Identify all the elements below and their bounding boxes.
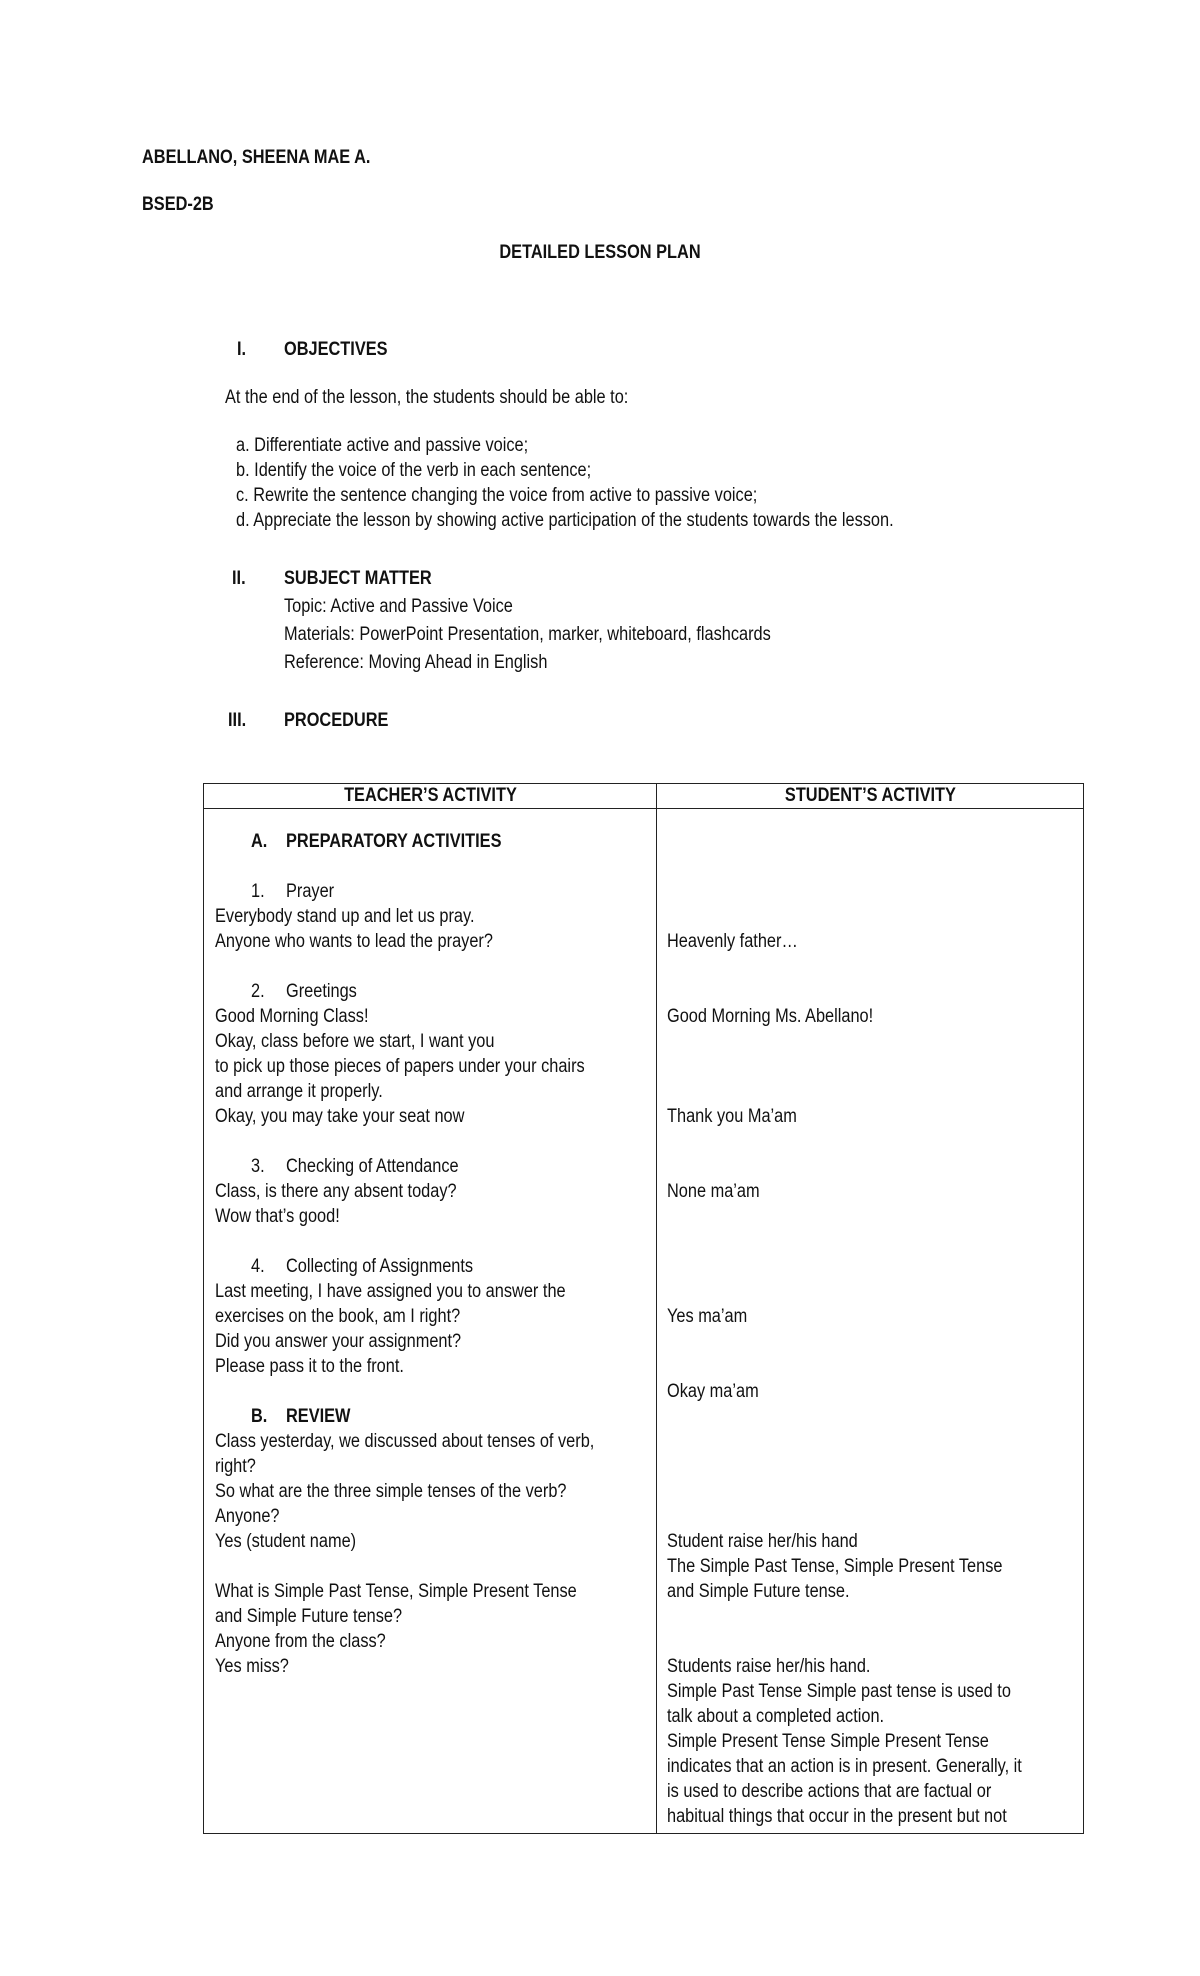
assignments-title: Collecting of Assignments (286, 1256, 474, 1277)
student-line: Simple Past Tense Simple past tense is used to (667, 1681, 1011, 1702)
teacher-activity-cell (204, 809, 657, 1834)
student-line: habitual things that occur in the present but not (667, 1806, 1007, 1827)
teacher-line: Anyone who wants to lead the prayer? (215, 931, 493, 952)
student-line: Good Morning Ms. Abellano! (667, 1006, 874, 1027)
teacher-line: right? (215, 1456, 256, 1477)
prayer-number: 1. (251, 881, 265, 902)
procedure-numeral: III. (228, 710, 247, 731)
section-b-title: REVIEW (286, 1406, 351, 1427)
teacher-line: and arrange it properly. (215, 1081, 383, 1102)
student-line: Students raise her/his hand. (667, 1656, 871, 1677)
objective-item-d: d. Appreciate the lesson by showing active participation of the students towards the lesson. (236, 510, 894, 531)
section-b-letter: B. (251, 1406, 268, 1427)
subject-matter-numeral: II. (232, 568, 246, 589)
student-line: Student raise her/his hand (667, 1531, 858, 1552)
objective-item-a: a. Differentiate active and passive voice; (236, 435, 529, 456)
student-activity-header (657, 784, 1084, 809)
teacher-line: So what are the three simple tenses of the verb? (215, 1481, 567, 1502)
table-row (204, 809, 1084, 1834)
student-name: ABELLANO, SHEENA MAE A. (142, 147, 371, 168)
attendance-title: Checking of Attendance (286, 1156, 459, 1177)
teacher-line: Did you answer your assignment? (215, 1331, 462, 1352)
teacher-line: Last meeting, I have assigned you to answer the (215, 1281, 566, 1302)
greetings-number: 2. (251, 981, 265, 1002)
teacher-line: and Simple Future tense? (215, 1606, 403, 1627)
student-line: None ma’am (667, 1181, 760, 1202)
objectives-heading: OBJECTIVES (284, 339, 388, 360)
student-section: BSED-2B (142, 194, 214, 215)
subject-matter-heading: SUBJECT MATTER (284, 568, 432, 589)
teacher-line: exercises on the book, am I right? (215, 1306, 461, 1327)
teacher-line: to pick up those pieces of papers under your chairs (215, 1056, 585, 1077)
table-header-row (204, 784, 1084, 809)
student-line: Okay ma’am (667, 1381, 759, 1402)
teacher-line: Anyone from the class? (215, 1631, 386, 1652)
greetings-title: Greetings (286, 981, 357, 1002)
student-line: talk about a completed action. (667, 1706, 885, 1727)
teacher-line: What is Simple Past Tense, Simple Present Tense (215, 1581, 577, 1602)
teacher-line: Anyone? (215, 1506, 280, 1527)
objective-item-b: b. Identify the voice of the verb in each sentence; (236, 460, 592, 481)
procedure-table (203, 783, 1084, 1834)
subject-materials: Materials: PowerPoint Presentation, marker, whiteboard, flashcards (284, 624, 771, 645)
objectives-numeral: I. (237, 339, 247, 360)
teacher-line: Everybody stand up and let us pray. (215, 906, 475, 927)
assignments-number: 4. (251, 1256, 265, 1277)
student-line: indicates that an action is in present. Generally, it (667, 1756, 1022, 1777)
subject-reference: Reference: Moving Ahead in English (284, 652, 548, 673)
student-line: Simple Present Tense Simple Present Tense (667, 1731, 989, 1752)
objective-item-c: c. Rewrite the sentence changing the voice from active to passive voice; (236, 485, 758, 506)
student-line: Heavenly father… (667, 931, 798, 952)
teacher-activity-header (204, 784, 657, 809)
student-activity-cell (657, 809, 1084, 1834)
prayer-title: Prayer (286, 881, 335, 902)
teacher-line: Yes (student name) (215, 1531, 357, 1552)
section-a-title: PREPARATORY ACTIVITIES (286, 831, 502, 852)
teacher-line: Good Morning Class! (215, 1006, 369, 1027)
document-title: DETAILED LESSON PLAN (499, 242, 701, 263)
student-activity-header-label: STUDENT’S ACTIVITY (784, 785, 956, 806)
teacher-line: Class yesterday, we discussed about tenses of verb, (215, 1431, 595, 1452)
teacher-line: Okay, you may take your seat now (215, 1106, 465, 1127)
teacher-line: Okay, class before we start, I want you (215, 1031, 495, 1052)
objectives-intro: At the end of the lesson, the students should be able to: (225, 387, 629, 408)
student-line: Thank you Ma’am (667, 1106, 797, 1127)
attendance-number: 3. (251, 1156, 265, 1177)
section-a-letter: A. (251, 831, 268, 852)
subject-topic: Topic: Active and Passive Voice (284, 596, 513, 617)
teacher-line: Class, is there any absent today? (215, 1181, 457, 1202)
teacher-line: Wow that’s good! (215, 1206, 340, 1227)
teacher-activity-header-label: TEACHER’S ACTIVITY (343, 785, 517, 806)
student-line: is used to describe actions that are factual or (667, 1781, 992, 1802)
student-line: and Simple Future tense. (667, 1581, 850, 1602)
teacher-line: Yes miss? (215, 1656, 289, 1677)
student-line: Yes ma’am (667, 1306, 748, 1327)
teacher-line: Please pass it to the front. (215, 1356, 404, 1377)
student-line: The Simple Past Tense, Simple Present Tense (667, 1556, 1003, 1577)
procedure-heading: PROCEDURE (284, 710, 389, 731)
